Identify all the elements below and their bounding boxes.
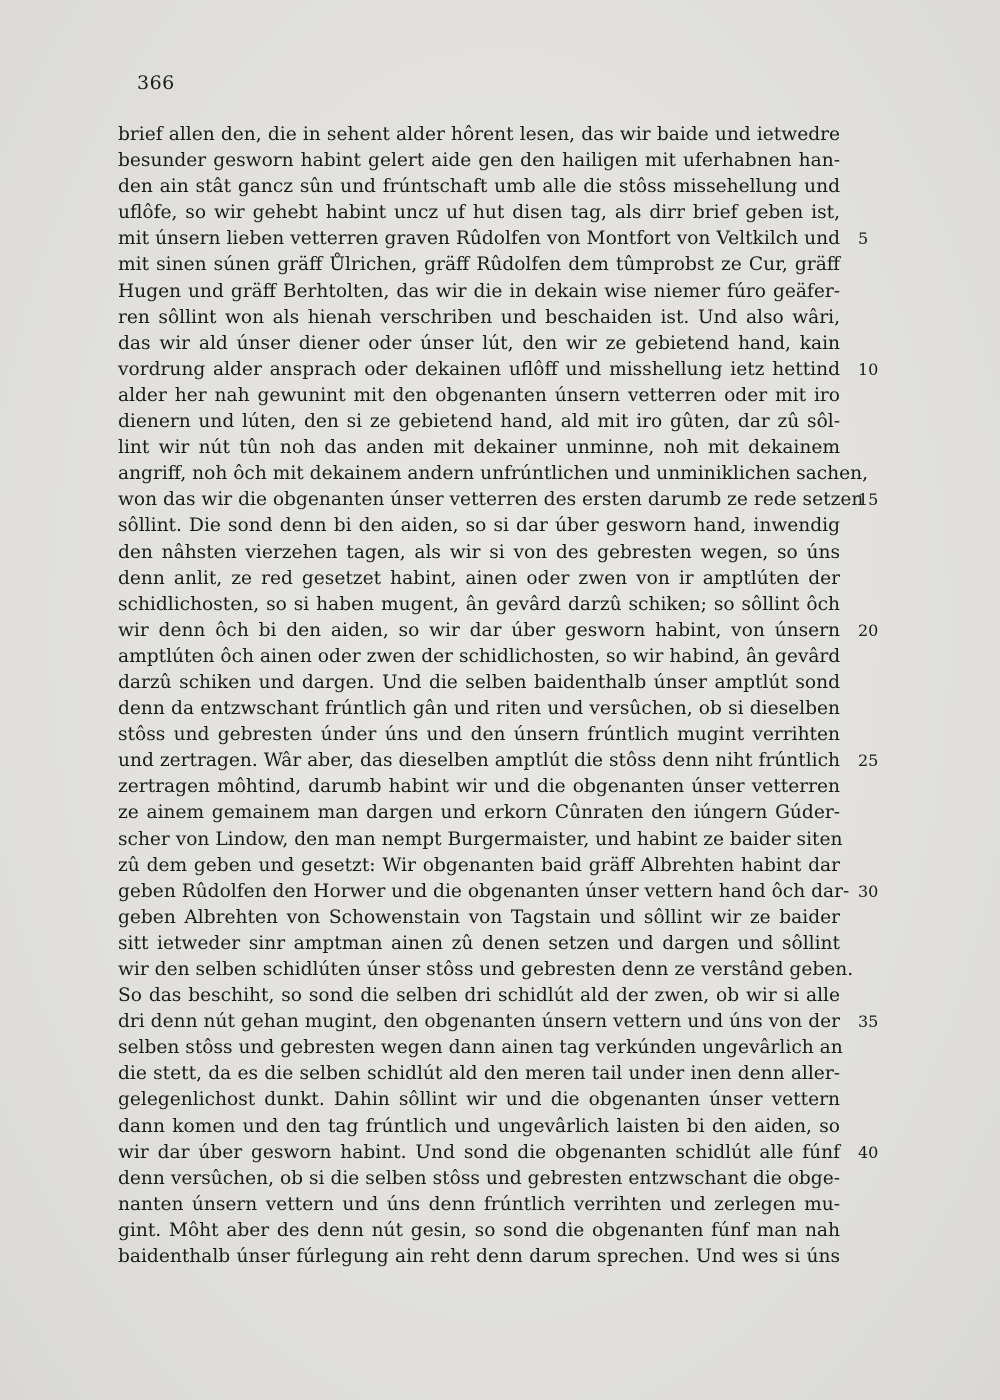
text-line bbox=[118, 409, 858, 435]
text-line bbox=[118, 1140, 879, 1166]
line-text: wir den selben schidlúten únser stôss und gebresten denn ze verstând geben. bbox=[118, 959, 854, 980]
line-text: denn anlit, ze red gesetzet habint, ainen oder zwen von ir amptlúten der bbox=[118, 567, 840, 589]
text-line bbox=[118, 122, 858, 148]
line-text: nanten únsern vettern und úns denn frúntlich verrihten und zerlegen mu- bbox=[118, 1193, 840, 1215]
text-line bbox=[118, 905, 858, 931]
text-line bbox=[118, 1244, 858, 1270]
page-number: 366 bbox=[137, 72, 175, 94]
line-text: angriff, noh ôch mit dekainem andern unfrúntlichen und unminiklichen sachen, bbox=[118, 463, 869, 485]
line-text: stôss und gebresten únder úns und den únsern frúntlich mugint verrihten bbox=[118, 724, 840, 746]
line-text: sitt ietweder sinr amptman ainen zû denen setzen und dargen und sôllint bbox=[118, 932, 840, 954]
body-text bbox=[118, 122, 879, 1270]
text-line bbox=[118, 513, 858, 539]
line-text: mit sinen súnen gräff Ůlrichen, gräff Rûdolfen dem tûmprobst ze Cur, gräff bbox=[118, 254, 840, 276]
line-text: geben Albrehten von Schowenstain von Tagstain und sôllint wir ze baider bbox=[118, 906, 840, 928]
line-text: vordrung alder ansprach oder dekainen uflôff und misshellung ietz hettind bbox=[118, 358, 840, 380]
line-text: die stett, da es die selben schidlút ald den meren tail under inen denn aller- bbox=[118, 1063, 840, 1085]
line-text: scher von Lindow, den man nempt Burgermaister, und habint ze baider siten bbox=[118, 828, 843, 850]
margin-line-number: 15 bbox=[858, 490, 879, 510]
text-line bbox=[118, 1009, 879, 1035]
text-line bbox=[118, 748, 879, 774]
text-line bbox=[118, 853, 858, 879]
line-text: darzû schiken und dargen. Und die selben baidenthalb únser amptlút sond bbox=[118, 671, 840, 693]
line-text: gint. Môht aber des denn nút gesin, so sond die obgenanten fúnf man nah bbox=[118, 1219, 840, 1241]
line-text: wir denn ôch bi den aiden, so wir dar úber gesworn habint, von únsern bbox=[118, 619, 840, 641]
line-text: das wir ald únser diener oder únser lút, den wir ze gebietend hand, kain bbox=[118, 332, 840, 354]
line-text: alder her nah gewunint mit den obgenanten únsern vetterren oder mit iro bbox=[118, 384, 840, 406]
line-text: gelegenlichost dunkt. Dahin sôllint wir und die obgenanten únser vettern bbox=[118, 1089, 840, 1111]
margin-line-number: 10 bbox=[858, 359, 879, 379]
text-line bbox=[118, 957, 858, 983]
line-text: besunder gesworn habint gelert aide gen den hailigen mit uferhabnen han- bbox=[118, 150, 840, 172]
text-line bbox=[118, 592, 858, 618]
text-line bbox=[118, 879, 879, 905]
line-text: ren sôllint won als hienah verschriben und beschaiden ist. Und also wâri, bbox=[118, 306, 840, 328]
line-text: So das beschiht, so sond die selben dri schidlút ald der zwen, ob wir si alle bbox=[118, 985, 840, 1007]
margin-line-number: 40 bbox=[858, 1142, 879, 1162]
line-text: geben Rûdolfen den Horwer und die obgenanten únser vettern hand ôch dar- bbox=[118, 880, 850, 902]
text-line bbox=[118, 435, 858, 461]
text-line bbox=[118, 618, 879, 644]
text-line bbox=[118, 487, 879, 513]
line-text: zû dem geben und gesetzt: Wir obgenanten baid gräff Albrehten habint dar bbox=[118, 854, 840, 876]
line-text: brief allen den, die in sehent alder hôrent lesen, das wir baide und ietwedre bbox=[118, 124, 840, 145]
text-line bbox=[118, 931, 858, 957]
margin-line-number: 5 bbox=[858, 229, 869, 249]
text-line bbox=[118, 357, 879, 383]
text-line bbox=[118, 461, 869, 487]
line-text: dienern und lúten, den si ze gebietend hand, ald mit iro gûten, dar zû sôl- bbox=[118, 411, 840, 433]
line-text: zertragen môhtind, darumb habint wir und die obgenanten únser vetterren bbox=[118, 776, 840, 798]
line-text: uflôfe, so wir gehebt habint uncz uf hut disen tag, als dirr brief geben ist, bbox=[118, 202, 840, 224]
margin-line-number: 25 bbox=[858, 751, 879, 771]
text-line bbox=[118, 1114, 858, 1140]
text-line bbox=[118, 983, 858, 1009]
text-line bbox=[118, 252, 858, 278]
line-text: selben stôss und gebresten wegen dann ainen tag verkúnden ungevârlich an bbox=[118, 1037, 843, 1059]
text-line bbox=[118, 1035, 858, 1061]
line-text: denn versûchen, ob si die selben stôss und gebresten entzwschant die obge- bbox=[118, 1167, 840, 1189]
text-line bbox=[118, 174, 858, 200]
text-line bbox=[118, 1218, 858, 1244]
text-line bbox=[118, 1192, 858, 1218]
line-text: ze ainem gemainem man dargen und erkorn Cûnraten den iúngern Gúder- bbox=[118, 802, 840, 824]
text-line bbox=[118, 148, 858, 174]
line-text: schidlichosten, so si haben mugent, ân gevârd darzû schiken; so sôllint ôch bbox=[118, 593, 840, 615]
text-line bbox=[118, 383, 858, 409]
line-text: sôllint. Die sond denn bi den aiden, so si dar úber gesworn hand, inwendig bbox=[118, 515, 840, 537]
line-text: baidenthalb únser fúrlegung ain reht denn darum sprechen. Und wes si úns bbox=[118, 1246, 840, 1268]
line-text: denn da entzwschant frúntlich gân und riten und versûchen, ob si dieselben bbox=[118, 698, 840, 720]
line-text: wir dar úber gesworn habint. Und sond die obgenanten schidlút alle fúnf bbox=[118, 1141, 840, 1163]
text-line bbox=[118, 566, 858, 592]
text-line bbox=[118, 722, 858, 748]
text-line bbox=[118, 774, 858, 800]
line-text: den nâhsten vierzehen tagen, als wir si von des gebresten wegen, so úns bbox=[118, 541, 840, 563]
text-line bbox=[118, 800, 858, 826]
line-text: Hugen und gräff Berhtolten, das wir die in dekain wise niemer fúro geäfer- bbox=[118, 280, 840, 302]
text-line bbox=[118, 827, 858, 853]
margin-line-number: 35 bbox=[858, 1012, 879, 1032]
text-line bbox=[118, 696, 858, 722]
line-text: und zertragen. Wâr aber, das dieselben amptlút die stôss denn niht frúntlich bbox=[118, 750, 840, 772]
text-line bbox=[118, 331, 858, 357]
line-text: won das wir die obgenanten únser vetterren des ersten darumb ze rede setzen bbox=[118, 489, 864, 511]
text-line bbox=[118, 226, 869, 252]
text-line bbox=[118, 305, 858, 331]
line-text: lint wir nút tûn noh das anden mit dekainer unminne, noh mit dekainem bbox=[118, 437, 840, 459]
margin-line-number: 20 bbox=[858, 620, 879, 640]
text-line bbox=[118, 670, 858, 696]
line-text: dri denn nút gehan mugint, den obgenanten únsern vettern und úns von der bbox=[118, 1011, 840, 1033]
margin-line-number: 30 bbox=[858, 881, 879, 901]
line-text: mit únsern lieben vetterren graven Rûdolfen von Montfort von Veltkilch und bbox=[118, 228, 840, 250]
text-line bbox=[118, 279, 858, 305]
text-line bbox=[118, 644, 858, 670]
text-line bbox=[118, 1087, 858, 1113]
line-text: dann komen und den tag frúntlich und ungevârlich laisten bi den aiden, so bbox=[118, 1115, 840, 1137]
text-line bbox=[118, 1061, 858, 1087]
line-text: amptlúten ôch ainen oder zwen der schidlichosten, so wir habind, ân gevârd bbox=[118, 645, 841, 667]
text-line bbox=[118, 540, 858, 566]
line-text: den ain stât gancz sûn und frúntschaft umb alle die stôss missehellung und bbox=[118, 176, 840, 198]
text-line bbox=[118, 200, 858, 226]
text-line bbox=[118, 1166, 858, 1192]
